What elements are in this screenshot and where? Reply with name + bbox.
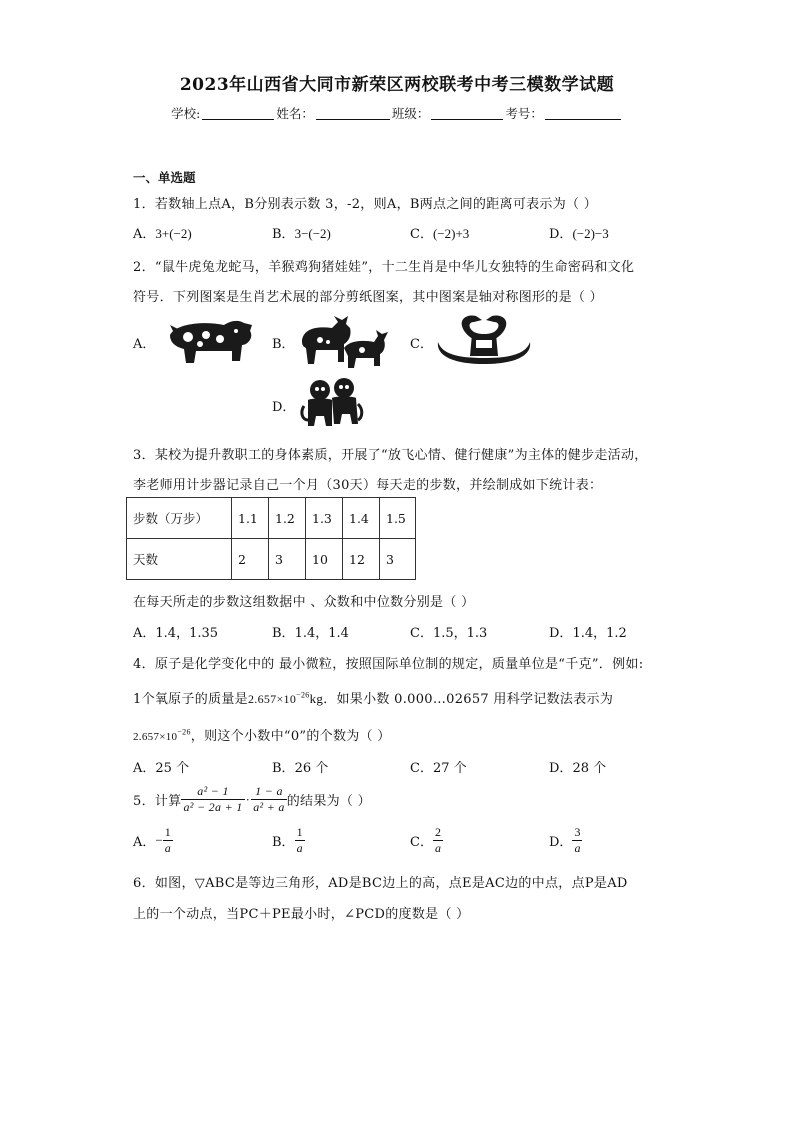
q1-option-c[interactable]: C．(−2)+3 — [410, 226, 470, 242]
q2-option-b[interactable]: B． — [272, 337, 295, 352]
q4-stem-line2: 1个氧原子的质量是$2.657\times 10^{-26}kg$．如果小数 0.000…02657 用科学记数法表示为 — [133, 690, 614, 707]
table-header-cell: 天数 — [127, 539, 232, 580]
table-row — [127, 539, 416, 580]
snake-papercut-image — [434, 312, 534, 368]
monkey-pair-papercut-image — [300, 376, 364, 430]
q3-option-c[interactable]: C．1.5，1.3 — [410, 626, 488, 641]
school-label: 学校: — [171, 106, 201, 121]
q4-option-b[interactable]: B．26 个 — [272, 761, 329, 776]
name-blank[interactable] — [316, 107, 390, 120]
table-cell: 3 — [380, 539, 416, 580]
q2-stem-line2: 符号．下列图案是生肖艺术展的部分剪纸图案，其中图案是轴对称图形的是（ ） — [133, 290, 603, 305]
q2-option-d[interactable]: D． — [272, 400, 296, 415]
table-cell: 12 — [343, 539, 380, 580]
class-blank[interactable] — [431, 107, 503, 120]
q3-stem-line1: 3．某校为提升教职工的身体素质，开展了“放飞心情、健行健康”为主体的健步走活动， — [133, 448, 648, 463]
section-heading: 一、单选题 — [133, 170, 196, 185]
q1-option-a[interactable]: A．3+(−2) — [133, 226, 192, 242]
q2-stem-line1: 2．“鼠牛虎兔龙蛇马，羊猴鸡狗猪娃娃”，十二生肖是中华儿女独特的生命密码和文化 — [133, 260, 635, 275]
q4-option-c[interactable]: C．27 个 — [410, 761, 467, 776]
table-cell: 1.3 — [306, 498, 343, 539]
q2-option-c[interactable]: C． — [410, 337, 433, 352]
number-label: 考号： — [505, 106, 543, 121]
school-blank[interactable] — [202, 107, 274, 120]
name-label: 姓名： — [276, 106, 314, 121]
q5-option-b[interactable]: B． $\frac{1}{a}$ — [272, 825, 303, 855]
class-label: 班级： — [391, 106, 430, 121]
q2-option-a[interactable]: A． — [133, 337, 156, 352]
q5-fraction-1: $\frac{\text{a² − 1}}{\text{a² − 2a + 1}}$ — [183, 784, 243, 814]
page-title: 2023年山西省大同市新荣区两校联考中考三模数学试题 — [179, 75, 615, 95]
q5-option-d[interactable]: D． $\frac{3}{a}$ — [549, 825, 581, 855]
table-cell: 10 — [306, 539, 343, 580]
table-header-cell: 步数（万步） — [127, 498, 232, 539]
steps-table — [126, 497, 416, 580]
q5-option-c[interactable]: C． $\frac{2}{a}$ — [410, 825, 441, 855]
q1-option-d[interactable]: D．(−2)−3 — [549, 226, 609, 242]
q3-stem-line2: 李老师用计步器记录自己一个月（30天）每天走的步数，并绘制成如下统计表： — [133, 478, 603, 493]
q4-option-a[interactable]: A．25 个 — [133, 761, 190, 776]
q3-option-b[interactable]: B．1.4，1.4 — [272, 626, 349, 641]
ox-pair-papercut-image — [298, 314, 390, 370]
q6-stem-line2: 上的一个动点，当PC＋PE最小时，∠PCD的度数是（ ） — [133, 907, 470, 922]
table-cell: 1.5 — [380, 498, 416, 539]
table-cell: 2 — [232, 539, 269, 580]
q5-fraction-2: $\frac{1 - a}{\text{a² + a}}$ — [253, 784, 285, 814]
table-cell: 1.4 — [343, 498, 380, 539]
q1-stem: 1．若数轴上点A，B分别表示数 3，-2，则A，B两点之间的距离可表示为（ ） — [133, 197, 598, 212]
q3-question: 在每天所走的步数这组数据中 、众数和中位数分别是（ ） — [133, 595, 475, 610]
q1-option-b[interactable]: B．3−(−2) — [272, 226, 331, 242]
q4-stem-line1: 4．原子是化学变化中的 最小微粒，按照国际单位制的规定，质量单位是“千克”．例如: — [133, 657, 644, 672]
table-cell: 3 — [269, 539, 306, 580]
number-blank[interactable] — [545, 107, 621, 120]
q6-stem-line1: 6．如图，▽ABC是等边三角形，AD是BC边上的高，点E是AC边的中点，点P是AD — [133, 876, 628, 891]
q5-option-a[interactable]: A．− $\frac{1}{a}$ — [133, 825, 171, 855]
table-cell: 1.1 — [232, 498, 269, 539]
ox-papercut-image — [166, 317, 256, 369]
q4-option-d[interactable]: D．28 个 — [549, 761, 607, 776]
table-cell: 1.2 — [269, 498, 306, 539]
q4-stem-line3: $2.657\times 10^{-26}$，则这个小数中“0”的个数为（ ） — [133, 727, 391, 744]
table-row — [127, 498, 416, 539]
q5-stem: 5．计算 $\frac{\text{a² − 1}}{\text{a² − 2a + 1}}$ · $\frac{1 - a}{\text{a² + a}}$ 的结果为（ ） — [133, 784, 371, 814]
q3-option-d[interactable]: D．1.4，1.2 — [549, 626, 627, 641]
q3-option-a[interactable]: A．1.4，1.35 — [133, 626, 219, 641]
student-info-line — [0, 104, 794, 122]
